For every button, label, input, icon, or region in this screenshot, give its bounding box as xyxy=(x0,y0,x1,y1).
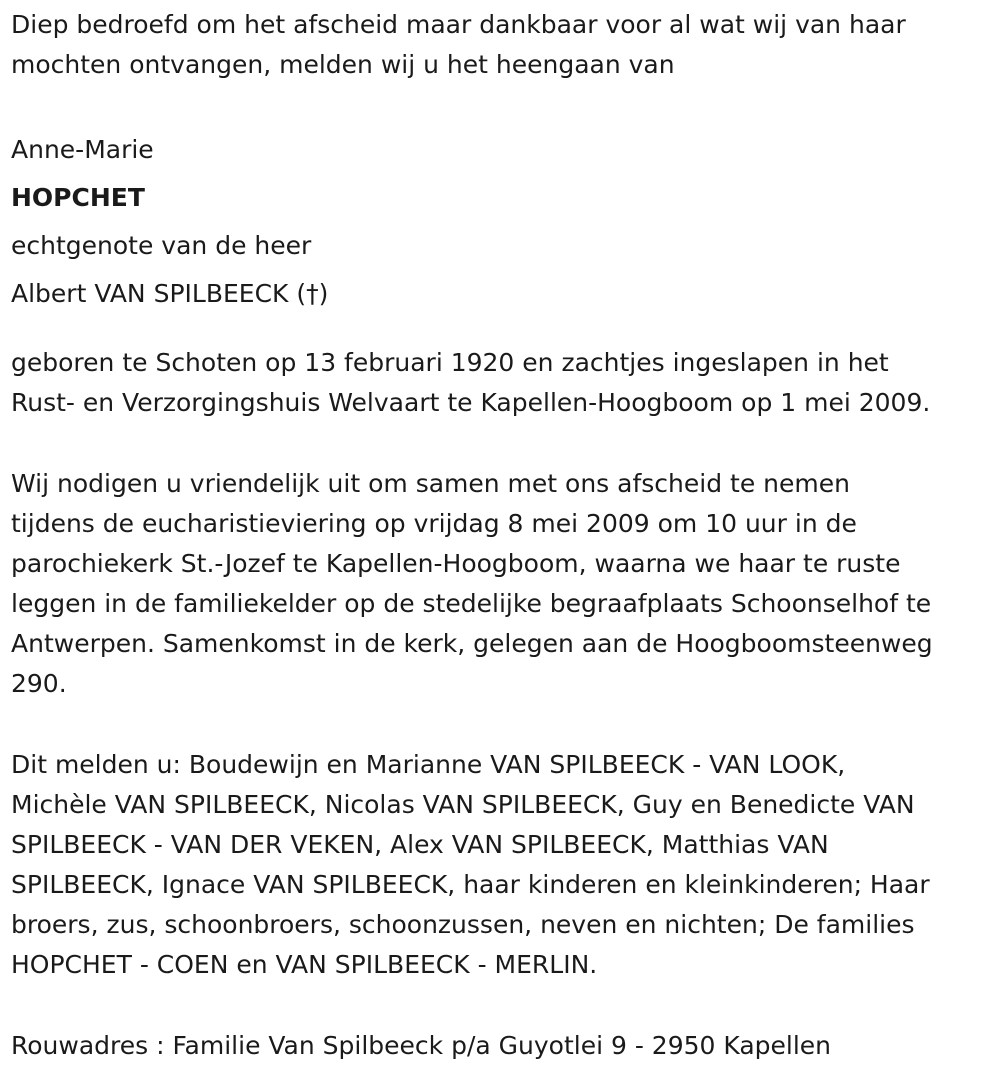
deceased-first-name: Anne-Marie xyxy=(11,135,154,164)
obituary-notice xyxy=(11,5,996,1066)
spacer xyxy=(11,423,996,464)
deceased-block xyxy=(11,126,996,318)
ceremony-paragraph: Wij nodigen u vriendelijk uit om samen met ons afscheid te nemen tijdens de eucharistieviering op vrijdag 8 mei 2009 om 10 uur in de parochiekerk St.-Jozef te Kapellen-Hoogboom, waarna we haar te ruste leggen in de familiekelder op de stedelijke begraafplaats Schoonselhof te Antwerpen. Samenkomst in de kerk, gelegen aan de Hoogboomsteenweg 290. xyxy=(11,469,933,698)
spouse-relation: echtgenote van de heer xyxy=(11,231,312,260)
spacer xyxy=(11,318,996,343)
spacer xyxy=(11,985,996,1026)
address-line: Rouwadres : Familie Van Spilbeeck p/a Guyotlei 9 - 2950 Kapellen xyxy=(11,1031,832,1060)
spacer xyxy=(11,85,996,126)
birth-death-paragraph: geboren te Schoten op 13 februari 1920 en zachtjes ingeslapen in het Rust- en Verzorgingshuis Welvaart te Kapellen-Hoogboom op 1 mei 2009. xyxy=(11,348,931,417)
spacer xyxy=(11,704,996,745)
spouse-name: Albert VAN SPILBEECK (†) xyxy=(11,279,329,308)
intro-paragraph: Diep bedroefd om het afscheid maar dankbaar voor al wat wij van haar mochten ontvangen, melden wij u het heengaan van xyxy=(11,10,906,79)
deceased-last-name: HOPCHET xyxy=(11,183,145,212)
family-paragraph: Dit melden u: Boudewijn en Marianne VAN SPILBEECK - VAN LOOK, Michèle VAN SPILBEECK, Nicolas VAN SPILBEECK, Guy en Benedicte VAN SPILBEECK - VAN DER VEKEN, Alex VAN SPILBEECK, Matthias VAN SPILBEECK, Ignace VAN SPILBEECK, haar kinderen en kleinkinderen; Haar broers, zus, schoonbroers, schoonzussen, neven en nichten; De families HOPCHET - COEN en VAN SPILBEECK - MERLIN. xyxy=(11,750,930,979)
